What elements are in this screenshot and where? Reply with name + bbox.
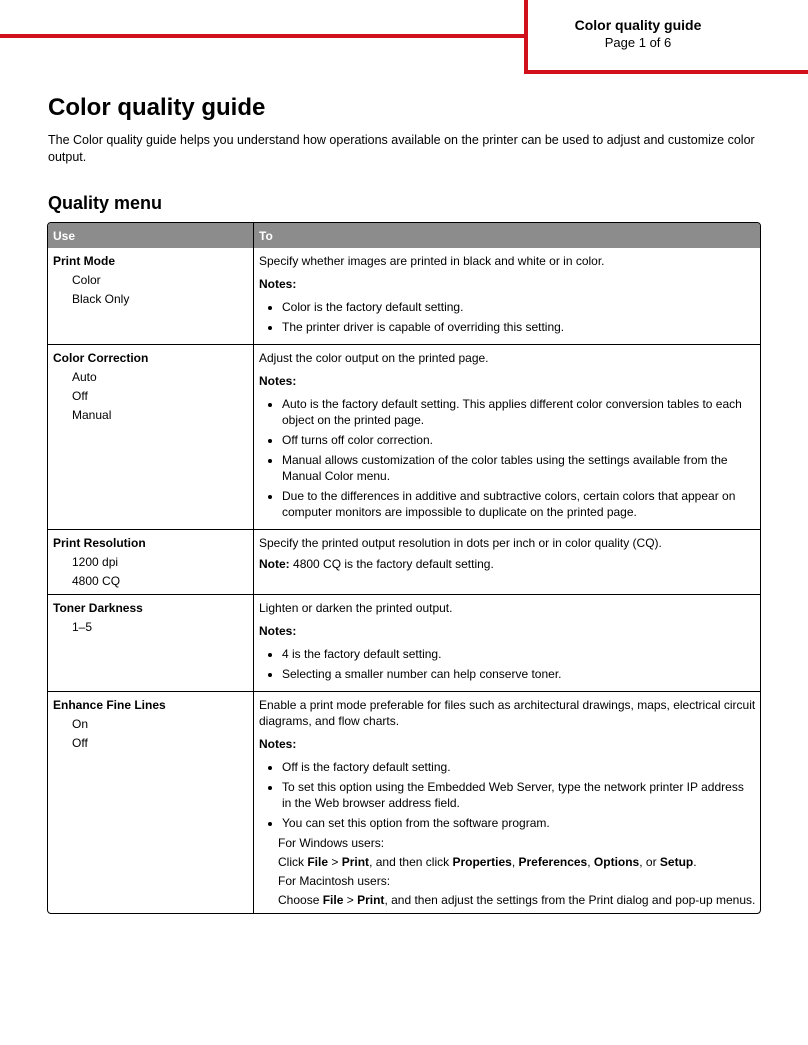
- mac-instructions: [259, 892, 756, 908]
- header-red-line-left: [0, 34, 528, 38]
- option: 4800 CQ: [72, 574, 121, 588]
- option: Color: [72, 273, 101, 287]
- option: Off: [72, 389, 88, 403]
- header-red-line-vertical: [524, 0, 528, 74]
- setting-name: Print Mode: [53, 254, 115, 268]
- setting-name: Toner Darkness: [53, 601, 143, 615]
- table-row: [48, 248, 760, 345]
- text: ,: [587, 855, 591, 869]
- separator: >: [346, 893, 354, 907]
- note-item: • Manual allows customization of the color tables using the settings available from the Manual Color menu.: [282, 452, 756, 484]
- col-header-to: To: [254, 223, 761, 248]
- note-item: • Due to the differences in additive and subtractive colors, certain colors that appear on computer monitors are impossible to duplicate on the printed page.: [282, 488, 756, 520]
- table-header-row: [48, 223, 760, 248]
- option: Black Only: [72, 292, 130, 306]
- note-text: 4800 CQ is the factory default setting.: [293, 557, 494, 571]
- note-item: • To set this option using the Embedded Web Server, type the network printer IP address in the Web browser address field.: [282, 779, 756, 811]
- setting-name: Enhance Fine Lines: [53, 698, 166, 712]
- option: On: [72, 717, 89, 731]
- menu-file: File: [307, 855, 329, 869]
- note-label: Note:: [259, 557, 290, 571]
- text: , and then click: [369, 855, 450, 869]
- notes-label: Notes:: [259, 277, 297, 291]
- notes-label: Notes:: [259, 374, 297, 388]
- notes-list: [259, 299, 756, 335]
- note-item: • The printer driver is capable of overriding this setting.: [282, 319, 756, 335]
- windows-label: For Windows users:: [278, 836, 385, 850]
- header-red-line-right: [524, 70, 808, 74]
- notes-list: [259, 759, 756, 831]
- text: ,: [511, 855, 516, 869]
- page-title: Color quality guide: [48, 94, 266, 121]
- text: Choose: [278, 893, 320, 907]
- quality-menu-table: [47, 222, 761, 914]
- note-item: • Auto is the factory default setting. This applies different color conversion tables to each object on the printed page.: [282, 396, 756, 428]
- note-item: • Color is the factory default setting.: [282, 299, 756, 315]
- option: Manual: [72, 408, 112, 422]
- description: Lighten or darken the printed output.: [259, 601, 453, 615]
- col-header-use: Use: [48, 223, 254, 248]
- text: , and then adjust the settings from the Print dialog and pop-up menus.: [384, 893, 756, 907]
- notes-list: [259, 646, 756, 682]
- table-row: [48, 345, 760, 530]
- table-row: [48, 692, 760, 914]
- setting-name: Print Resolution: [53, 536, 146, 550]
- table-row: [48, 595, 760, 692]
- use-cell: [48, 692, 254, 914]
- note-item: • Off is the factory default setting.: [282, 759, 756, 775]
- to-cell: [254, 692, 761, 914]
- menu-options: Options: [593, 855, 640, 869]
- note-item: • 4 is the factory default setting.: [282, 646, 756, 662]
- text: , or: [639, 855, 657, 869]
- header-title: Color quality guide: [574, 17, 702, 33]
- note-item: • Off turns off color correction.: [282, 432, 756, 448]
- option: Off: [72, 736, 88, 750]
- description: Specify whether images are printed in black and white or in color.: [259, 254, 605, 268]
- menu-file: File: [322, 893, 344, 907]
- use-cell: [48, 530, 254, 595]
- to-cell: [254, 248, 761, 345]
- to-cell: [254, 595, 761, 692]
- to-cell: [254, 530, 761, 595]
- option: Auto: [72, 370, 97, 384]
- notes-list: [259, 396, 756, 520]
- description: Enable a print mode preferable for files such as architectural drawings, maps, electrical circuit diagrams, and flow charts.: [259, 698, 756, 728]
- text: Click: [278, 855, 304, 869]
- intro-paragraph: The Color quality guide helps you understand how operations available on the printer can be used to adjust and customize color output.: [48, 133, 755, 164]
- menu-properties: Properties: [452, 855, 512, 869]
- option: 1–5: [72, 620, 93, 634]
- description: Specify the printed output resolution in dots per inch or in color quality (CQ).: [259, 536, 662, 550]
- note-item: • You can set this option from the software program.: [282, 815, 756, 831]
- use-cell: [48, 345, 254, 530]
- table-row: [48, 530, 760, 595]
- use-cell: [48, 248, 254, 345]
- separator: >: [331, 855, 339, 869]
- note-line: [259, 556, 756, 572]
- menu-print: Print: [341, 855, 370, 869]
- menu-print: Print: [357, 893, 385, 907]
- section-title: Quality menu: [48, 193, 163, 213]
- header-page-number: Page 1 of 6: [604, 35, 672, 50]
- note-item: • Selecting a smaller number can help conserve toner.: [282, 666, 756, 682]
- mac-label: For Macintosh users:: [278, 874, 391, 888]
- menu-preferences: Preferences: [518, 855, 588, 869]
- notes-label: Notes:: [259, 624, 297, 638]
- windows-instructions: [259, 854, 756, 870]
- notes-label: Notes:: [259, 737, 297, 751]
- setting-name: Color Correction: [53, 351, 149, 365]
- text: .: [693, 855, 697, 869]
- option: 1200 dpi: [72, 555, 119, 569]
- description: Adjust the color output on the printed page.: [259, 351, 489, 365]
- menu-setup: Setup: [659, 855, 694, 869]
- use-cell: [48, 595, 254, 692]
- to-cell: [254, 345, 761, 530]
